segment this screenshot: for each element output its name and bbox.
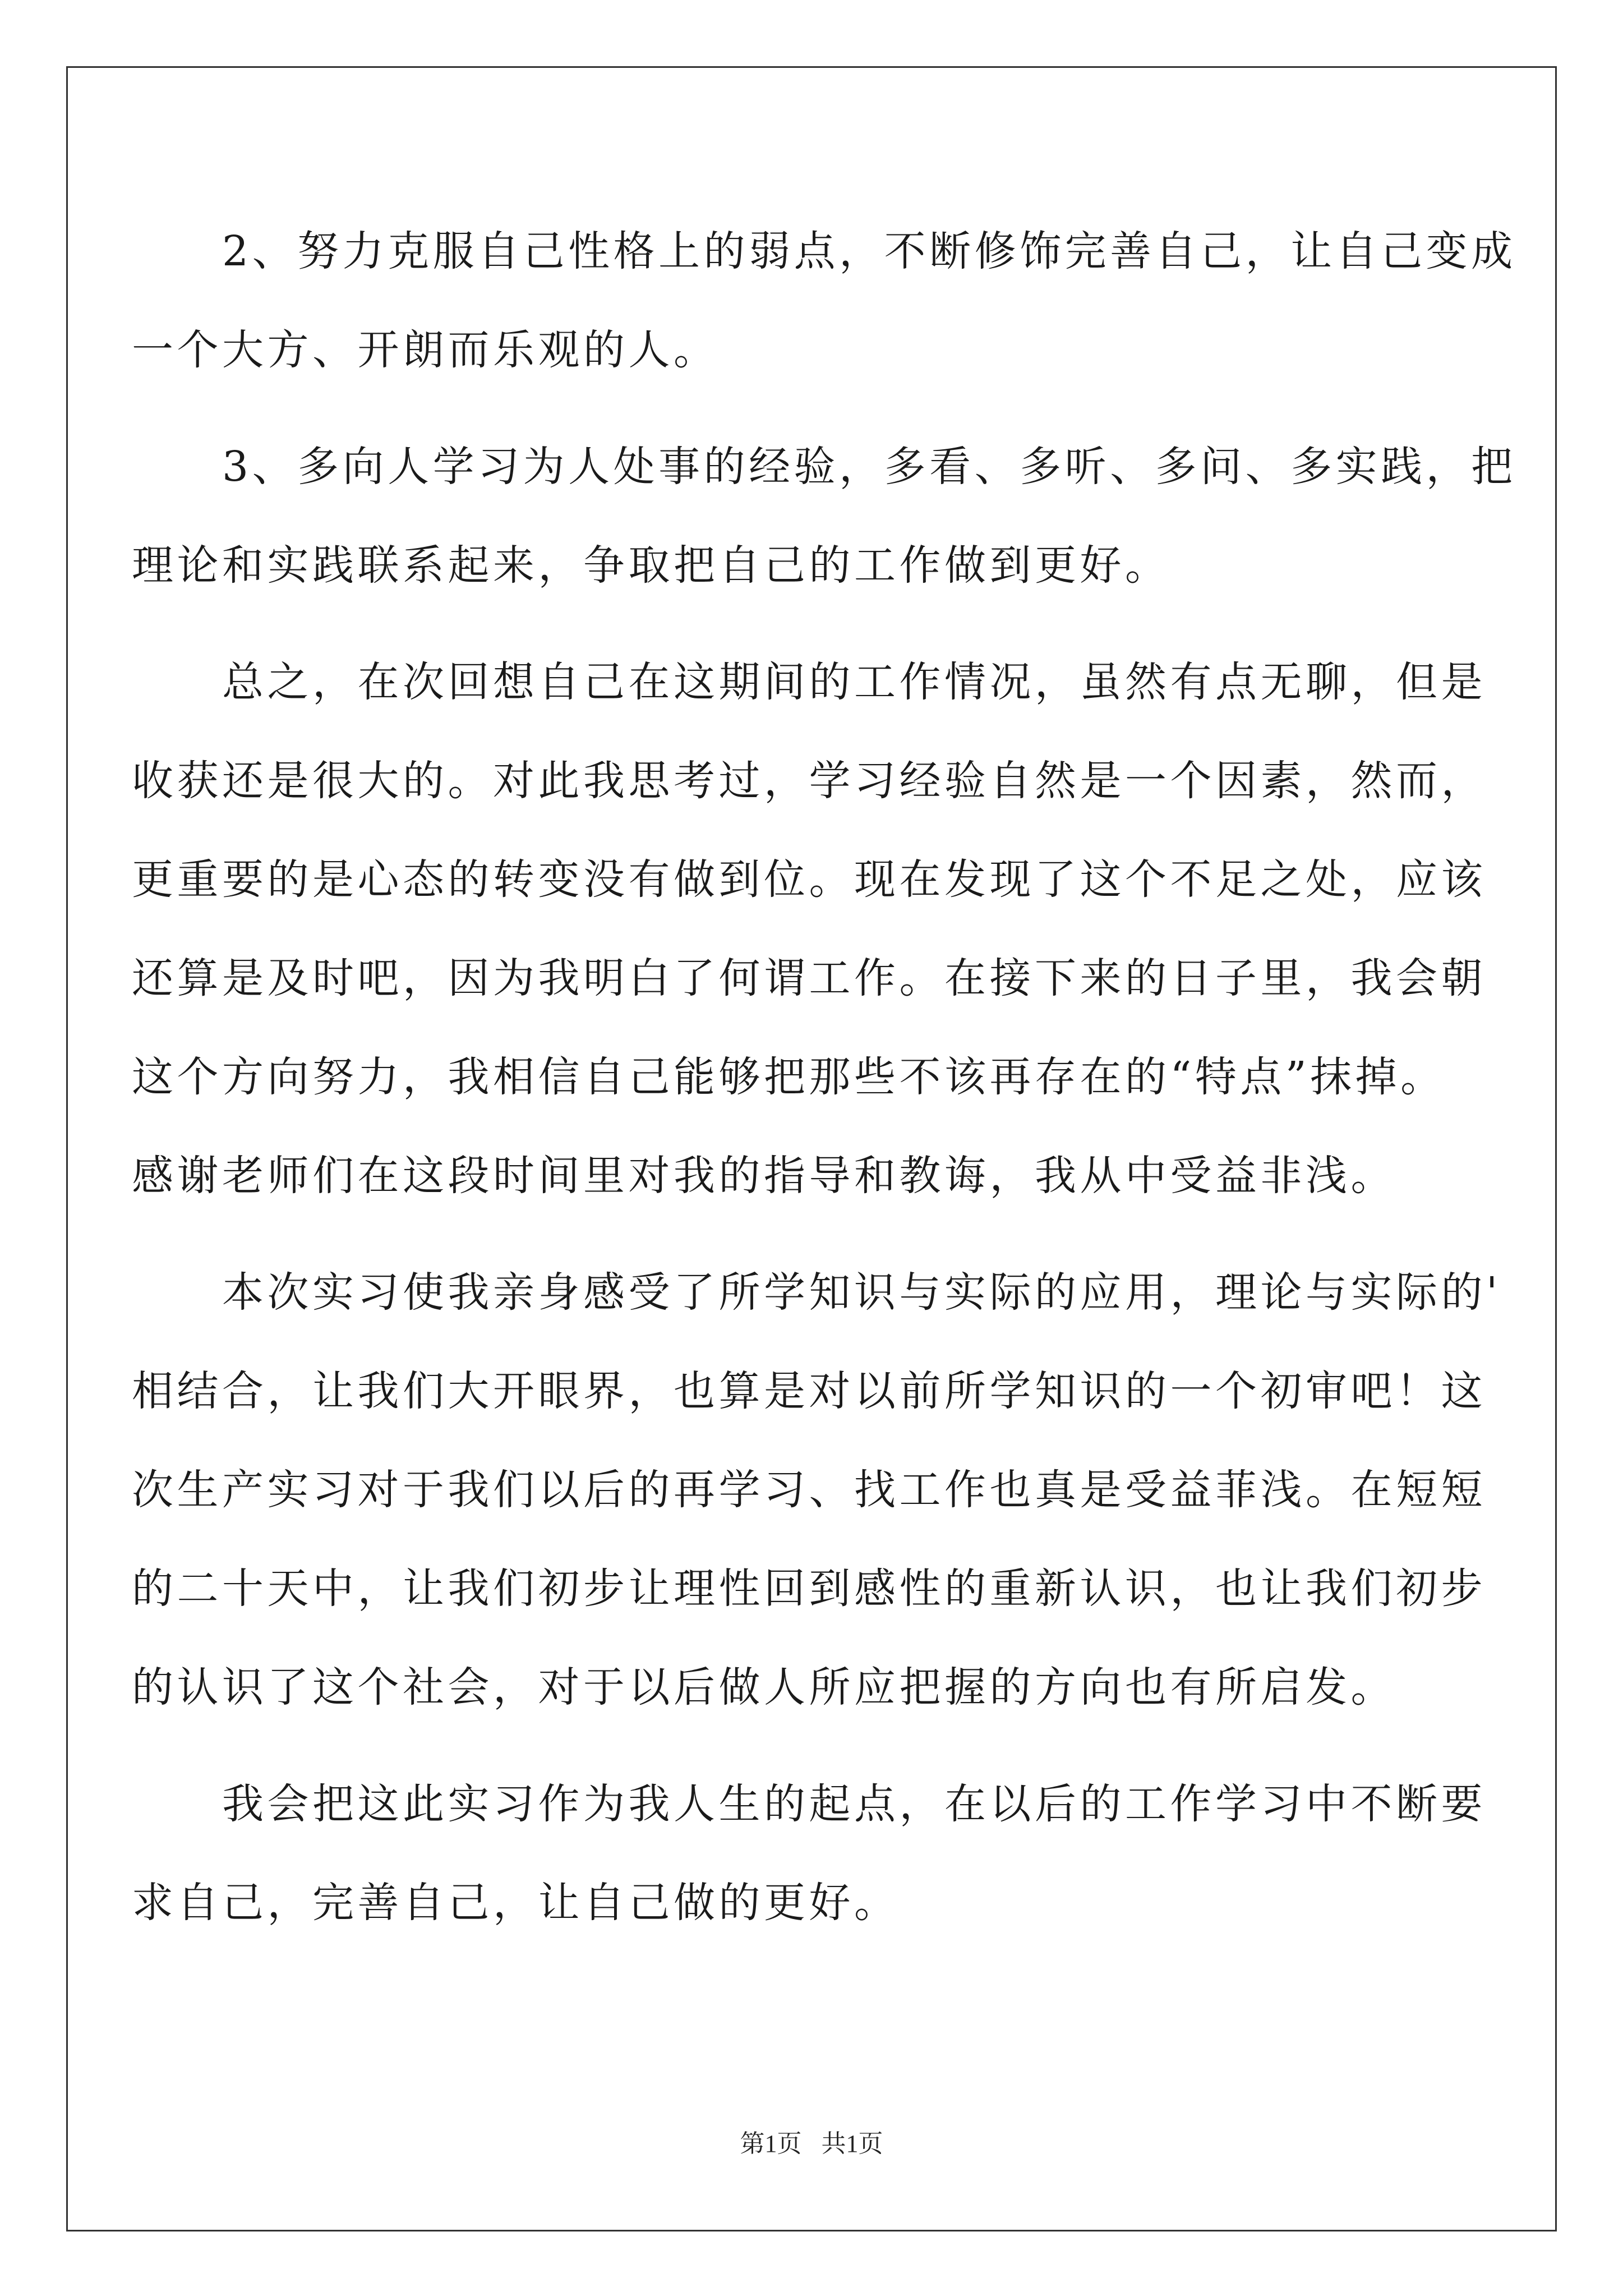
text-line: 的二十天中，让我们初步让理性回到感性的重新认识，也让我们初步	[132, 1565, 1486, 1613]
text-line: 理论和实践联系起来，争取把自己的工作做到更好。	[132, 541, 1170, 590]
text-line: 相结合，让我们大开眼界，也算是对以前所学知识的一个初审吧！这	[132, 1367, 1486, 1415]
text-line: 还算是及时吧，因为我明白了何谓工作。在接下来的日子里，我会朝	[132, 954, 1486, 1002]
text-line: 一个大方、开朗而乐观的人。	[132, 326, 719, 374]
page-footer	[0, 2127, 1623, 2161]
text-line: 求自己，完善自己，让自己做的更好。	[132, 1879, 900, 1927]
text-line: 总之，在次回想自己在这期间的工作情况，虽然有点无聊，但是	[132, 658, 1486, 706]
text-line: 这个方向努力，我相信自己能够把那些不该再存在的“特点”抹掉。	[132, 1053, 1446, 1101]
text-line: 的认识了这个社会，对于以后做人所应把握的方向也有所启发。	[132, 1663, 1396, 1711]
text-line: 我会把这此实习作为我人生的起点，在以后的工作学习中不断要	[132, 1780, 1486, 1828]
page-total: 共1页	[821, 2130, 883, 2157]
text-line: 3、多向人学习为人处事的经验，多看、多听、多问、多实践，把	[132, 443, 1516, 491]
text-line: 收获还是很大的。对此我思考过，学习经验自然是一个因素，然而，	[132, 757, 1486, 805]
page-number: 第1页	[740, 2130, 802, 2157]
text-line: 更重要的是心态的转变没有做到位。现在发现了这个不足之处，应该	[132, 855, 1486, 904]
text-line: 本次实习使我亲身感受了所学知识与实际的应用，理论与实际的'	[132, 1268, 1501, 1317]
text-line: 次生产实习对于我们以后的再学习、找工作也真是受益菲浅。在短短	[132, 1466, 1486, 1514]
text-line: 2、努力克服自己性格上的弱点，不断修饰完善自己，让自己变成	[132, 227, 1516, 275]
text-line: 感谢老师们在这段时间里对我的指导和教诲，我从中受益非浅。	[132, 1152, 1396, 1200]
